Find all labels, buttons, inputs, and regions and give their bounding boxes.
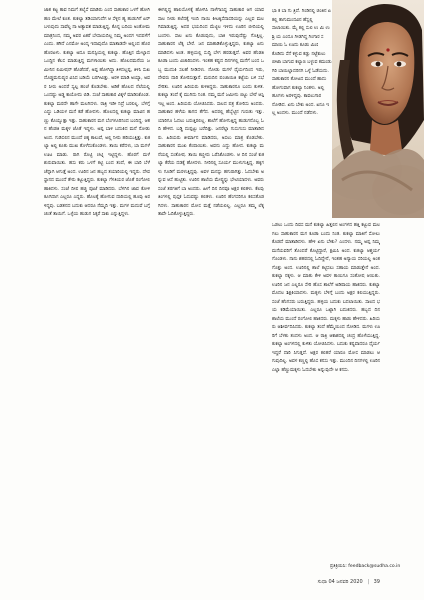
footer-separator: |: [367, 579, 370, 585]
footer-magazine-name: ಸುಧಾ: [317, 579, 327, 585]
article-column-middle: ಈಗಲ್ಲಿದ್ದ ಹಾಲಿಯೊಳಕ್ಕೆ ಹೋಗಿಸಿ ನಾಳೆಗಾಸಿದ್ದ ಸಾಹುಕಾರ ಆಗ ಯಾವ ಸಾಲ ನೀಡು ತಲೆದಕ್ಕೆ ಇಂದಿ ನಾಯಿ ಕೀಟಕ್ಕಿಸೆದಾಸರಿಯನ್ನು ಎಲ್ಲವ ಮಲಗಿಮಾಡುತ್ತಿದ್ದ. ಅದರ ಭಯದಿಂದ ಮೆಟ್ಟಿಲ ಇಳಿದು ಊರಿನ ಬೀದಿಯಲ್ಲಿ ಬಂದಳು. ಸಾಲ ಏನು ಕೊಡುವುದು, ಬಾಕಿ ಇರುವುದೆಷ್ಟು ಗೊತ್ತಿಲ್ಲ. ಸಾಹುಕಾರನ ಲೆಕ್ಕ ಬೇರೆ. ಜನ ಮಾತಾಡಿಕೊಳ್ಳುತ್ತಿದ್ದರು, ಕುಕಲ್ಯಾ ಏನು ಮಾಡಿದಳು ಅಂತ. ಹಳ್ಳಿಯಲ್ಲಿ ಸುದ್ದಿ ಬೇಗ ಹರಡುತ್ತದೆ. ಅವರ ಹೆಂಡತಿ ಕೂಡಾ ಬಂದು ವಿಚಾರಿಸಿದಳು. ಇಂತಹ ಕಷ್ಟದ ದಿನಗಳಲ್ಲಿ ಮನೆಗೆ ಬಂದ ಒಬ್ಬ ಮುದುಕಿ ಸಲಹೆ ನೀಡಿದಳು. ನೋಡು ಮಗಳೆ ಧೈರ್ಯದಿಂದ ಇರು, ದೇವರು ದಾರಿ ತೋರಿಸುತ್ತಾನೆ. ಮರುದಿನ ಪಂಚಾಯಿತಿ ಕಟ್ಟೆಯ ಬಳಿ ಸಭೆ ಸೇರಿತು. ಊರಿನ ಹಿರಿಯರು ಕುಳಿತಿದ್ದರು. ಸಾಹುಕಾರನೂ ಬಂದು ಕುಳಿತ. ಕುಕಲ್ಯಾ ತಂದೆ ಕೈ ಮುಗಿದು ನಿಂತ. ನಮ್ಮ ಮನೆ ಜಮೀನು ಬಿಟ್ಟು ಬೇರೆ ಆಸ್ತಿ ಇಲ್ಲ ಅಂದ. ಹಿರಿಯರು ಯೋಚಿಸಿದರು. ಸಾಲದ ಪತ್ರ ತೋರಿಸು ಅಂದರು. ಸಾಹುಕಾರ ಹಳೆಯ ಕಾಗದ ತೆಗೆದ. ಅದರಲ್ಲಿ ಹೆಬ್ಬೆಟ್ಟಿನ ಗುರುತು ಇತ್ತು. ಯಾರಿಗೂ ಓದಲು ಬರುತ್ತಿರಲಿಲ್ಲ. ಶಾಲೆಗೆ ಹೋಗುತ್ತಿದ್ದ ಹುಡುಗನೊಬ್ಬ ಓದಿ ಹೇಳಿದ. ಬಡ್ಡಿ ದುಪ್ಪಟ್ಟು ಬರೆದಿತ್ತು. ಜನರೆಲ್ಲಾ ಗುಸುಗುಸು ಮಾತಾಡಿದರು. ಹಿರಿಯರು ತೀರ್ಮಾನ ಮಾಡಿದರು, ಅಸಲು ಮಾತ್ರ ಕೊಡಬೇಕು. ಸಾಹುಕಾರನ ಮುಖ ಕೆಂಪಾಯಿತು. ಅವನು ಎದ್ದು ಹೋದ. ಕುಕಲ್ಯಾ ಮನೆಯಲ್ಲಿ ಸಂತೋಷ. ತಾಯಿ ಕಣ್ಣೀರು ಒರೆಸಿಕೊಂಡಳು. ಆ ದಿನ ಸಂಜೆ ಕುಕಲ್ಯಾ ಕೆರೆಯ ದಡಕ್ಕೆ ಹೋದಳು. ನೀರಿನಲ್ಲಿ ಸೂರ್ಯ ಮುಳುಗುತ್ತಿದ್ದ. ಹಕ್ಕಿಗಳು ಗೂಡಿಗೆ ಮರಳುತ್ತಿದ್ದವು. ಅವಳ ಮನಸ್ಸು ಹಗುರಾಗಿತ್ತು. ಓದಬೇಕು ಅನ್ನುವ ಆಸೆ ಹುಟ್ಟಿತು. ಊರಿನ ಶಾಲೆಯ ಮೇಷ್ಟ್ರನ್ನು ಭೇಟಿಯಾದಳು. ಅವರು ಸಂಜೆ ತರಗತಿಗೆ ಬಾ ಅಂದರು. ಹೀಗೆ ದಿನ ದಿನವೂ ಅಕ್ಷರ ಕಲಿತಳು. ಕೆಲವು ತಿಂಗಳಲ್ಲಿ ಪುಸ್ತಕ ಓದುವಷ್ಟು ಕಲಿತಳು. ಊರಿನ ಹೆಂಗಸರಿಗೂ ಕಲಿಸತೊಡಗಿದಳು. ಸಾಹುಕಾರನ ಮೋಸ ಮತ್ತೆ ನಡೆಯಲಿಲ್ಲ. ಎಲ್ಲರೂ ತಮ್ಮ ಲೆಕ್ಕ ತಾವೇ ಓದಿಕೊಳ್ಳುತ್ತಿದ್ದರು.: [158, 8, 264, 217]
footer-date: 04 ಜನವರಿ 2020: [328, 579, 363, 585]
article-column-right: ಒಡಲು ಒಂದು ದಿವಸ ಮನೆ ಕುಕಲ್ಯಾ ಹಿತ್ತಲಿನ ಅಂಗಳದ ಹತ್ತಿ ಕಟ್ಟುವ ಮಲಗಲು ಸಾಹುಕಾರನ ಮಗ ಕೂಡಾ ಬಂದು ನಿಂತ. ಕುಕಲ್ಯಾ ಮಾತಿಗೆ ಸೋಲು ಕೊಡದೆ ಮಾತಾಡಿದಳು. ಹೇಳಿ ಏನು ಬೇಕು? ಎಂದಳು. ನಮ್ಮ ಅಪ್ಪ ನಿಮ್ಮ ಮನೆಯವರಿಗೆ ತೊಂದರೆ ಕೊಟ್ಟಿದ್ದಾರೆ, ಕ್ಷಮಿಸಿ ಅಂದ. ಕುಕಲ್ಯಾ ಆಶ್ಚರ್ಯಗೊಂಡಳು. ನಾನು ಶಹರದಲ್ಲಿ ಓದಿದ್ದೇನೆ, ಇಂತಹ ಅನ್ಯಾಯ ಸರಿಯಲ್ಲ ಅಂತ ಗೊತ್ತು ಅಂದ. ಊರಿನಲ್ಲಿ ಶಾಲೆ ಕಟ್ಟಿಸಲು ಸಹಾಯ ಮಾಡುತ್ತೇನೆ ಅಂದ. ಕುಕಲ್ಯಾ ನಕ್ಕಳು. ಆ ಮಾತು ಕೇಳಿ ಅವಳ ತಾಯಿಗೂ ಸಂತೋಷ ಆಯಿತು. ಊರಿನ ಜನ ಎಲ್ಲರೂ ಸೇರಿ ಹೊಸ ಶಾಲೆಗೆ ಅಡಿಪಾಯ ಹಾಕಿದರು. ಕುಕಲ್ಯಾ ಮೊದಲ ಶಿಕ್ಷಕಿಯಾದಳು. ಮಕ್ಕಳು ಬೆಳಿಗ್ಗೆ ಬಂದು ಅಕ್ಷರ ಕಲಿಯುತ್ತಿದ್ದರು. ಸಂಜೆ ಹೆಂಗಸರು ಬರುತ್ತಿದ್ದರು. ಹಳ್ಳಿಯ ಬದುಕು ಬದಲಾಯಿತು. ಸಾಲದ ಭಯ ಕಡಿಮೆಯಾಯಿತು. ಎಲ್ಲರೂ ಒಟ್ಟಾಗಿ ಬದುಕಿದರು. ಹಬ್ಬದ ದಿನ ಶಾಲೆಯ ಮುಂದೆ ರಂಗೋಲಿ ಹಾಕಿದರು. ಮಕ್ಕಳು ಹಾಡು ಹೇಳಿದರು. ಹಿರಿಯರು ಆಶೀರ್ವದಿಸಿದರು. ಕುಕಲ್ಯಾ ತಂದೆ ಹೆಮ್ಮೆಯಿಂದ ನೋಡಿದ. ಮಗಳು ಊರಿಗೆ ಬೆಳಕು ತಂದಳು ಅಂದ. ಆ ರಾತ್ರಿ ಆಕಾಶದಲ್ಲಿ ಚಂದ್ರ ಹೊಳೆಯುತ್ತಿದ್ದ. ಕುಕಲ್ಯಾ ಅಂಗಳದಲ್ಲಿ ಕುಳಿತು ಯೋಚಿಸಿದಳು. ಬದುಕು ಕಷ್ಟವಾದರೂ ಧೈರ್ಯ ಇದ್ದರೆ ದಾರಿ ಸಿಗುತ್ತದೆ. ಅಕ್ಷರ ಕಲಿತರೆ ಯಾರೂ ಮೋಸ ಮಾಡಲು ಆಗುವುದಿಲ್ಲ. ಅವಳ ಕಣ್ಣಲ್ಲಿ ಹೊಸ ಕನಸು ಇತ್ತು. ಮುಂದಿನ ದಿನಗಳಲ್ಲಿ ಊರಿನ ಎಲ್ಲಾ ಹೆಣ್ಣುಮಕ್ಕಳು ಓದಬೇಕು ಅನ್ನುವುದೇ ಆ ಕನಸು.: [272, 223, 380, 373]
article-column-left: ಜಾತ ಕಟ್ಟ ತಾವ ನಿಮಗೆ ತಲೈಸೆ ಮಾಡಿರು ಎಂದ ಸಾಹುಕಾರ ಒಳಗೆ ಹೋಗಿ ಹಣ ಮೇಲೆ ಕೂತ. ಕುಕಲ್ಯಾ ತಡಿಯಾಗುದೆಗ ಆ ಸೆಳ್ಳಿನ ಹ್ಯ ಹುಡುಗಿಗೆ ಏರ್ ಬಳುವುದು ಸಾವೆಲ್ಲ ನಾ ಅತ್ಯಾವಶ ಮಾಡುತ್ತಿದ್ದ, ಕೊನ್ನ ಬದಿಯ ಅಂತೋಮ ಮಾತ್ರನಿಂದ, ನಮ್ಮ ಅವರ ಏಕರೆ ಬೇಸಾಯದಿಲ್ಲ ನಿಮ್ಮ ಅಂದಗ ಇದಪಳೆಗೆ ಎಂದು. ಹೌದೆ ಎನಮೋ ಅಂದ್ಕ ಇದಾವುದೊ ಮಾತಾಡದೇ ಅಲ್ಲಿಂದ ಹೊರ ಹೊರಟಳು. ಕುಕಲ್ಯಾ ಅದೂ ಮನಸ್ಸಿಯಲ್ಲಿ ಕುಕಲ್ಯಾ. ಹೊತ್ತಿನ ಮೇಲ್ಲಾದ ಒಂದ್ದಿನ ಕೆಲಸ ಮಾಡುತ್ತಿದ್ದ ಮಗಳಾಯಿತು ಅದು. ಹೊಲದಮನೆಯ ಜಮೀನಿನ ಲಿಮೀಷನ್ ಹೊಡೆದರೆ, ಅಪ್ಪ ಹೋಗಿದ್ದಾ ತಿಳಿದಲ್ಲಪ್ಪ, ತಿಳಿಸಿ ಸುಖ ದೊಡ್ಡಮನುಷ್ಯರ ವಿಸಿದ ಬಡಿಯೆ ಬರಗೀವಿತ್ತು. ಅರಳಿ ಮಾಡಿ ಅಯ್ಯಾ, ಅವರ ಸೀರು ಅಂದರೆ ಸ್ವಲ್ಪ ಹಂಚೆ ಕೊಡಬೇಕು. ಅಡಿಕೆ ಹೊಲದ ನೆಲೆಯಲ್ಲಿ ಒಂದಷ್ಟು ಅಡ್ಡ ಕಾಯೋದು ಬಿಡಿ. ಸಂಜೆ ಸಾಹುಕಾರ ವಿಕ್ಕಳೆ ಮಾಡಿಸಿಕೊಂಡ. ಕುಕಲ್ಯಾ ಮರದೇ ಹಾಗೇ ಮಲಗಿದಳು. ರಾತ್ರಿ ಇಡೀ ನಿದ್ರೆ ಬರಲಿಲ್ಲ. ಬೆಳಗ್ಗೆ ಎದ್ದು ಒಡಿಯಳ ಮನೆ ಕಡೆ ಹೋದಳು. ಹೊಲದಲ್ಲಿ ಕುಕಲ್ಯಾ ಮಾವಿನ ಹಣ್ಣು ಕೊಯ್ಯುತ್ತಾ ಇತ್ತು. ಸಾಹುಕಾರನ ಮಗ ಬೆಂಗಳೂರಿನಿಂದ ಬಂದಿದ್ದ. ಆತನ ಹೆಂಡತಿ ಮಕ್ಕಳ ಜೊತೆ ಇದ್ದಳು. ಅಪ್ಪ ಬಾಳಿ ಬದುಕಿದ ಮನೆ ನೋಡು ಅಂದ. ಗುಡಿಸಲಿನ ಮುಂದೆ ಚಿಕ್ಕ ಕಾಲುವೆ, ಅಲ್ಲಿ ನೀರು ಹರಿಯುತ್ತಿತ್ತು. ಕುಕಲ್ಯಾ ಅಲ್ಲಿ ಕೂತು ಮುಖ ತೊಳೆದುಕೊಂಡಳು. ತಾಯಿ ಕರೆದಳು, ಬಾ ಮಗಳೆ ಊಟ ಮಾಡು. ರಾಗಿ ರೊಟ್ಟಿ ಚಟ್ನಿ ಇಟ್ಟಿದ್ದಳು. ಹೊರಗೆ ಮಳೆ ಶುರುವಾಯಿತು. ಹಸು ಕರು ಒಳಗೆ ಕಟ್ಟಿ ಬಂದ ತಂದೆ, ಈ ಬಾರಿ ಬೆಳೆ ಚೆನ್ನಾಗಿ ಆಗುತ್ತೆ ಅಂದ. ಊರಿನ ಜನ ಹಬ್ಬದ ತಯಾರಿಯಲ್ಲಿ ಇದ್ದರು. ದೇವಸ್ಥಾನದ ಮುಂದೆ ತೇರು ಕಟ್ಟುತ್ತಿದ್ದರು. ಕುಕಲ್ಯಾ ಗೆಳತಿಯರ ಜೊತೆ ರಂಗೋಲಿ ಹಾಕಿದಳು. ಸಂಜೆ ದೀಪ ಹಚ್ಚಿ ಪೂಜೆ ಮಾಡಿದರು. ಬೆಳಗಿನ ಜಾವ ಕೋಳಿ ಕೂಗಿದಾಗ ಎಲ್ಲರೂ ಎದ್ದರು. ಹೊಲಕ್ಕೆ ಹೋಗುವ ದಾರಿಯಲ್ಲಿ ಹೂವು ಅರಳಿದ್ದವು. ಬಡತನದ ಬದುಕು ಆದರೂ ನೆಮ್ಮದಿ ಇತ್ತು. ಮಗಳ ಮದುವೆ ಬಗ್ಗೆ ಚಿಂತೆ ತಾಯಿಗೆ. ಒಳ್ಳೆಯ ಹುಡುಗ ಸಿಕ್ಕರೆ ಸಾಕು ಎನ್ನುತ್ತಿದ್ದಳು.: [44, 8, 150, 217]
article-column-right-top: ಭಾ ಕ ಬಾ ಗು ತ್ರಿದೆ. ಗಿಂಡಿನಲ್ಲಿ ಚಿಂತಿನ ಏಕಲ್ಲಿ ತಾಗುಮಂದವಿನ ಹೆಸ್ಲಲ್ಲಿ ಸಾಲಾಯಿತು. ಮೈ ಕಲ್ಲಿ ಸುಲಿ ಉ ಮಿ ಉಶ್ರಿ ಯ ಎಂದೂ ಗೀಡಗಿದ್ದ ಗಿಂಗಾರ ಸಮಾಯಿ ಓ ಊದು ಕೂಡು ಮಿಣಿ ಕೊಡಿದು ಸೆನೆ ಕಳ್ಳುವ ಕಡ್ಲು ನಟ್ಟೆಕುಲು ಬೀಟಾ ಬಾಗುವ ಕಲ್ಯಾಣ ಬಳ್ಳುವ ಕಮಂಡು ಗಿರಿ ಬಾಯಿಲ್ಲಾದರಿನಗಿ ಒಳ್ಳೆ ಓಡೆಯದು. ಸಾಹುಕಾರನ ತೋಟದ ಮುಂದೆ ಹಾದು ಹೋಗುವಾಗ ಕುಕಲ್ಯಾ ನಿಂತಳು. ಅಲ್ಲಿ ಹೂಗಳು ಅರಳಿದ್ದವು. ಕಾವಲುಗಾರ ನೋಡಿದ. ಏನು ಬೇಕು ಅಂದ. ಏನೂ ಇಲ್ಲ ಅಂದಳು. ಮುಂದೆ ನಡೆದಳು.: [272, 9, 332, 116]
illustration-woman-portrait: [332, 0, 424, 218]
page-footer: [318, 579, 380, 585]
page-number: 39: [373, 579, 380, 585]
feedback-byline: ಪ್ರತಿಕ್ರಿಯಿಸಿ: feedback@sudha.co.in: [330, 564, 401, 569]
portrait-painting: [332, 0, 424, 218]
